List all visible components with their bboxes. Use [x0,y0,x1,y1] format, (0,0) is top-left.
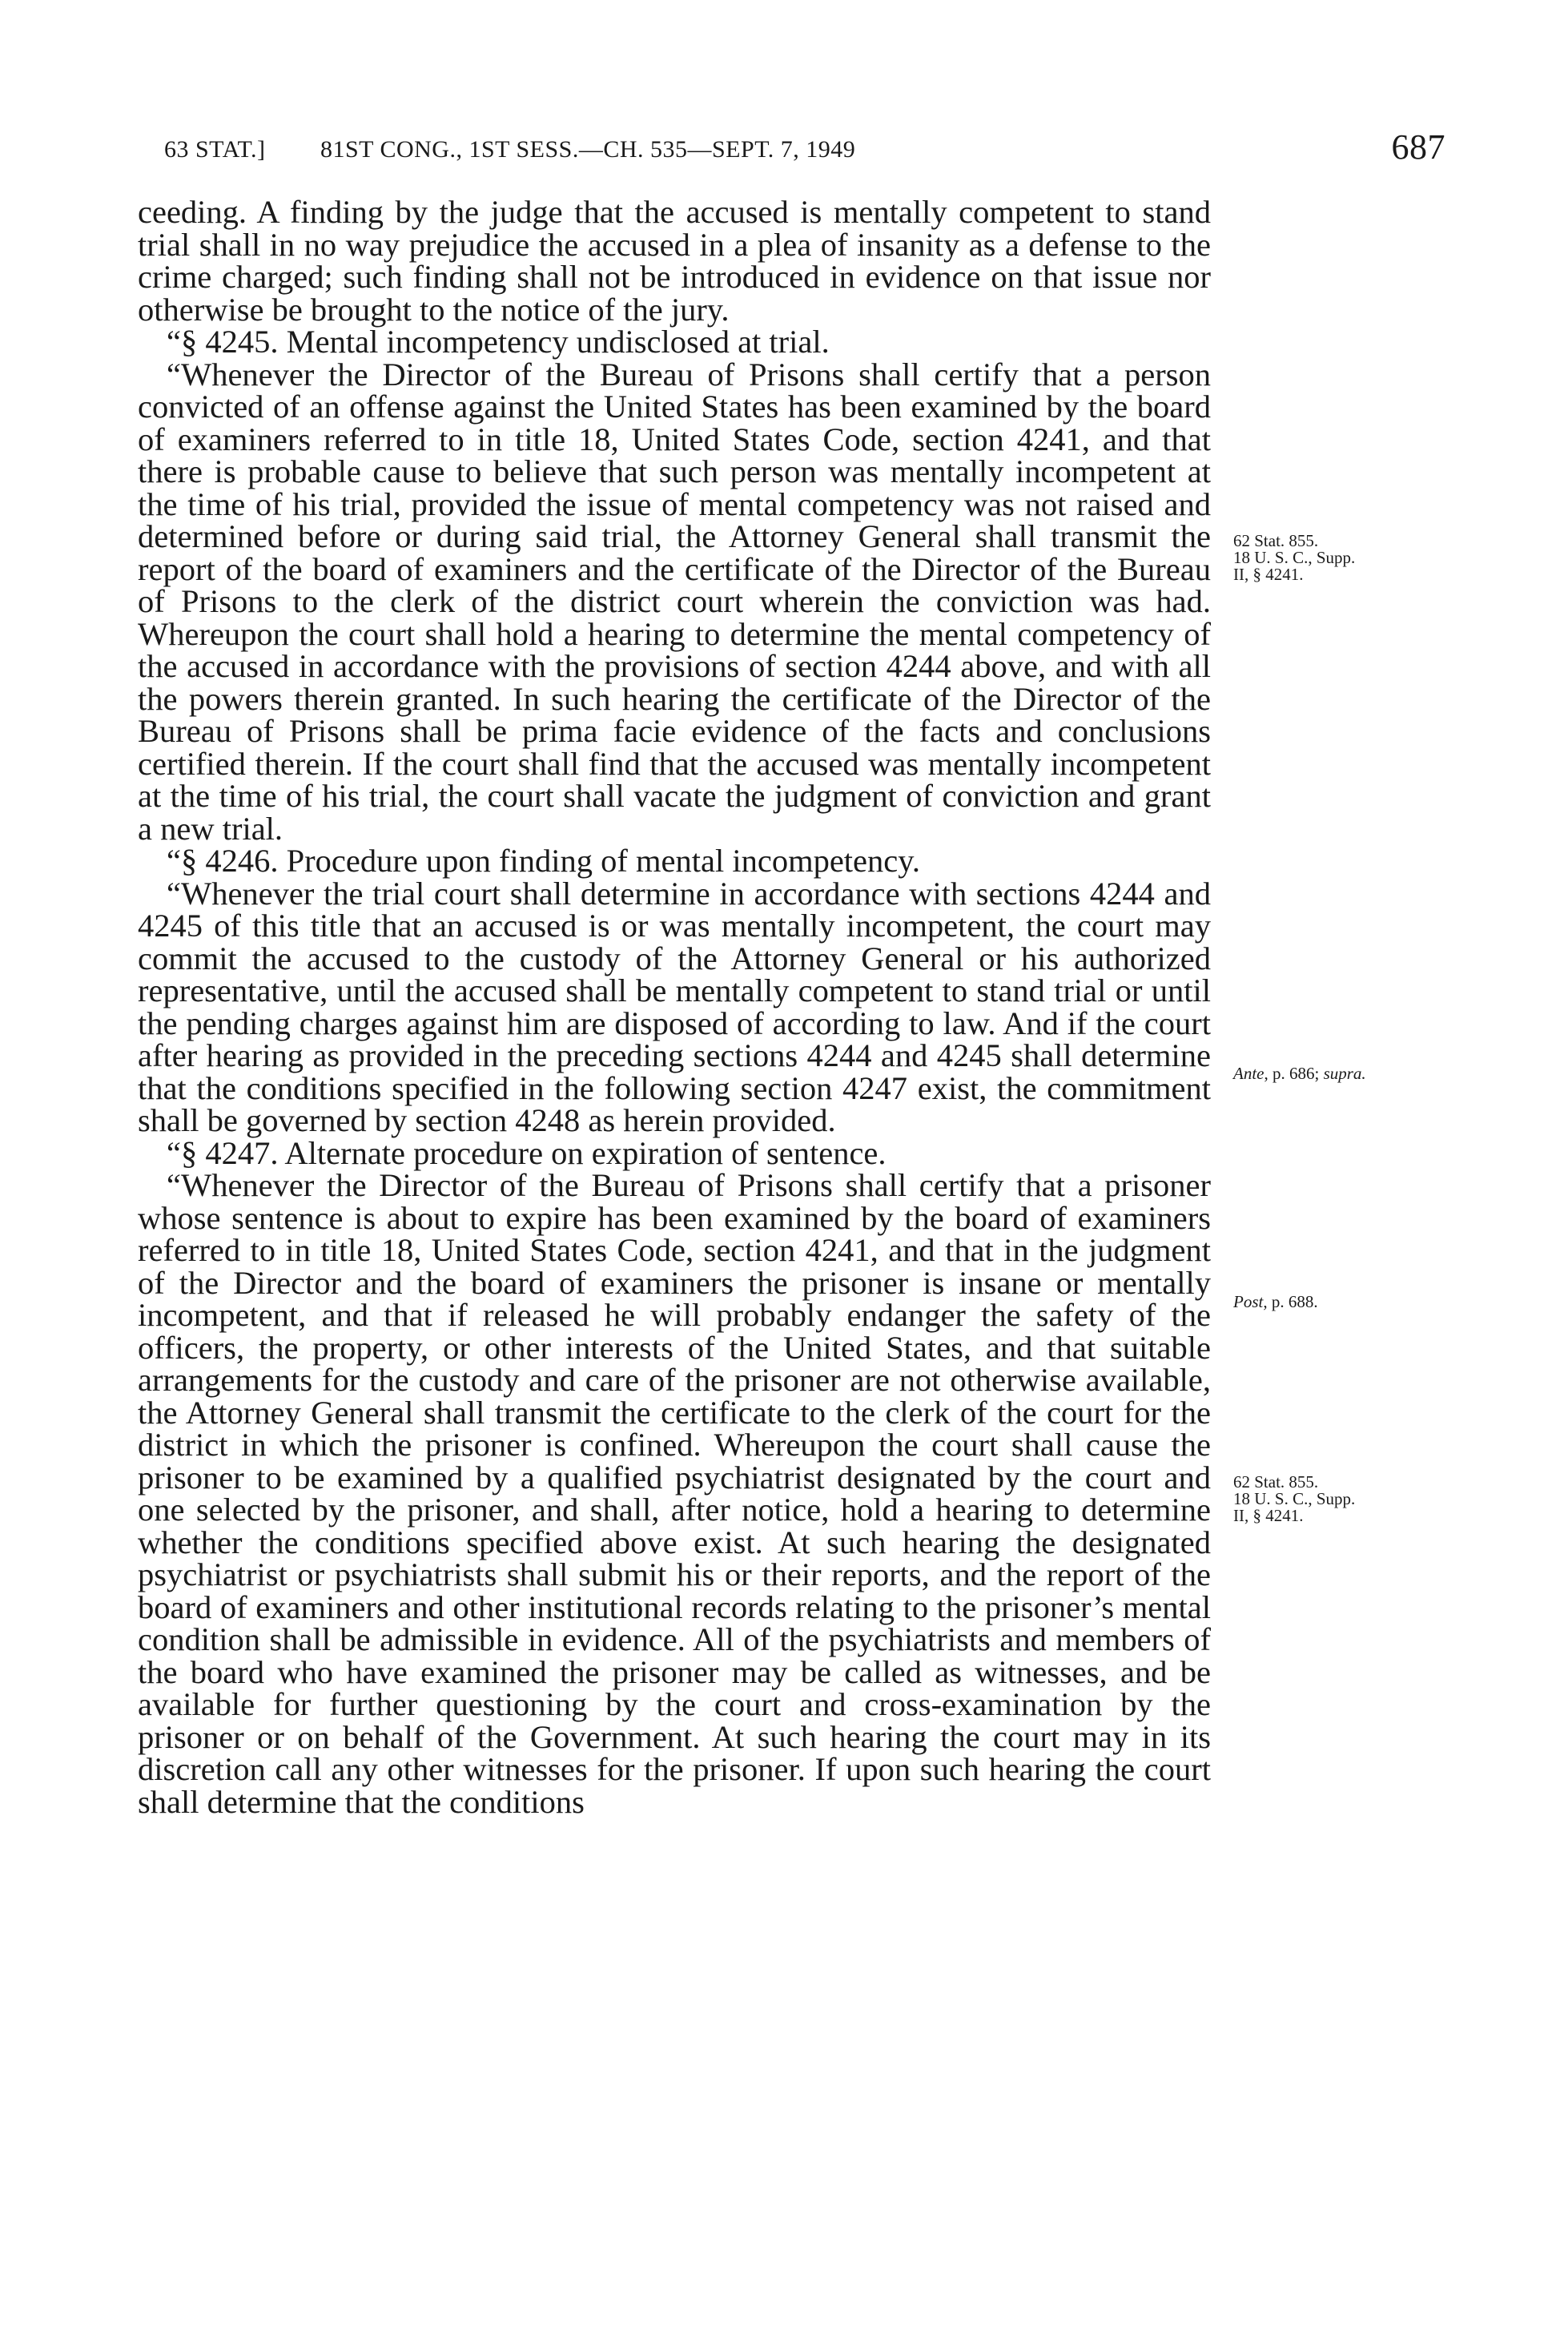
margin-note-line: II, § 4241. [1233,565,1304,584]
margin-note-post-word: Post [1233,1292,1264,1311]
section-4247-text: “Whenever the Director of the Bureau of Prisons shall certify that a prisoner whose sentence is about to expire has been examined by the board of examiners referred to in title 18, United States Code, section 4241, and that in the judgment of the Director and the board of examiners the prisoner is insane or mentally incompetent, and that if released he will probably endanger the safety of the officers, the property, or other interests of the United States, and that suitable arrangements for the custody and care of the prisoner are not otherwise available, the Attorney General shall transmit the certificate to the clerk of the court for the district in which the prisoner is confined. Whereupon the court shall cause the prisoner to be examined by a qualified psychiatrist designated by the court and one selected by the prisoner, and shall, after notice, hold a hearing to determine whether the conditions specified above exist. At such hearing the designated psychiatrist or psychiatrists shall submit his or their reports, and the report of the board of examiners and other institutional records relating to the prisoner’s mental condition shall be admissible in evidence. All of the psychiatrists and members of the board who have examined the prisoner may be called as witnesses, and be available for further questioning by the court and cross-examination by the prisoner or on behalf of the Government. At such hearing the court may in its discretion call any other witnesses for the prisoner. If upon such hearing the court shall determine that the conditions [138,1167,1211,1820]
section-4245-text: “Whenever the Director of the Bureau of Prisons shall certify that a person convicted of an offense against the United States has been examined by the board of examiners referred to in title 18, United States Code, section 4241, and that there is probable cause to believe that such person was mentally incompetent at the time of his trial, provided the issue of mental competency was not raised and determined before or during said trial, the Attorney General shall transmit the report of the board of examiners and the certificate of the Director of the Bureau of Prisons to the clerk of the district court wherein the conviction was had. Whereupon the court shall hold a hearing to determine the mental competency of the accused in accordance with the provisions of section 4244 above, and with all the powers therein granted. In such hearing the certificate of the Director of the Bureau of Prisons shall be prima facie evidence of the facts and conclusions certified therein. If the court shall find that the accused was mentally incompetent at the time of his trial, the court shall vacate the judgment of conviction and grant a new trial. [138,356,1211,847]
section-4246-text: “Whenever the trial court shall determine in accordance with sections 4244 and 4245 of this title that an accused is or was mentally incompetent, the court may commit the accused to the custody of the Attorney General or his authorized representative, until the accused shall be mentally competent to stand trial or until the pending charges against him are disposed of according to law. And if the court after hearing as provided in the preceding sections 4244 and 4245 shall determine that the conditions specified in the following section 4247 exist, the commitment shall be governed by section 4248 as herein provided. [138,875,1211,1138]
section-heading-4246: “§ 4246. Procedure upon finding of mental incompetency. [167,843,920,879]
margin-note-line: 62 Stat. 855. [1233,531,1319,550]
margin-note-citation-1 [1233,533,1355,583]
margin-note-supra: supra. [1323,1064,1366,1083]
section-heading-4245: “§ 4245. Mental incompetency undisclosed at trial. [167,324,830,360]
page-number: 687 [1391,127,1445,167]
margin-note-ante [1233,1065,1366,1082]
paragraph-continuation: ceeding. A finding by the judge that the accused is mentally competent to stand trial shall in no way prejudice the accused in a plea of insanity as a defense to the crime charged; such finding shall not be introduced in evidence on that issue nor otherwise be brought to the notice of the jury. [138,194,1211,328]
margin-note-line: 62 Stat. 855. [1233,1472,1319,1492]
margin-note-line: 18 U. S. C., Supp. [1233,1489,1356,1508]
section-heading-4247: “§ 4247. Alternate procedure on expiration of sentence. [167,1134,887,1171]
margin-note-line: II, § 4241. [1233,1506,1304,1525]
statute-body [138,196,1211,1818]
margin-note-line: 18 U. S. C., Supp. [1233,548,1356,567]
margin-note-citation-2 [1233,1474,1355,1524]
margin-note-ante-word: Ante [1233,1064,1264,1083]
statute-volume: 63 STAT.] [164,136,266,163]
margin-note-post-ref: , p. 688. [1263,1292,1318,1311]
margin-note-post [1233,1294,1318,1310]
page-header [164,127,1445,175]
congress-session-line: 81ST CONG., 1ST SESS.—CH. 535—SEPT. 7, 1949 [320,136,856,163]
margin-note-ante-ref: , p. 686; [1264,1064,1324,1083]
